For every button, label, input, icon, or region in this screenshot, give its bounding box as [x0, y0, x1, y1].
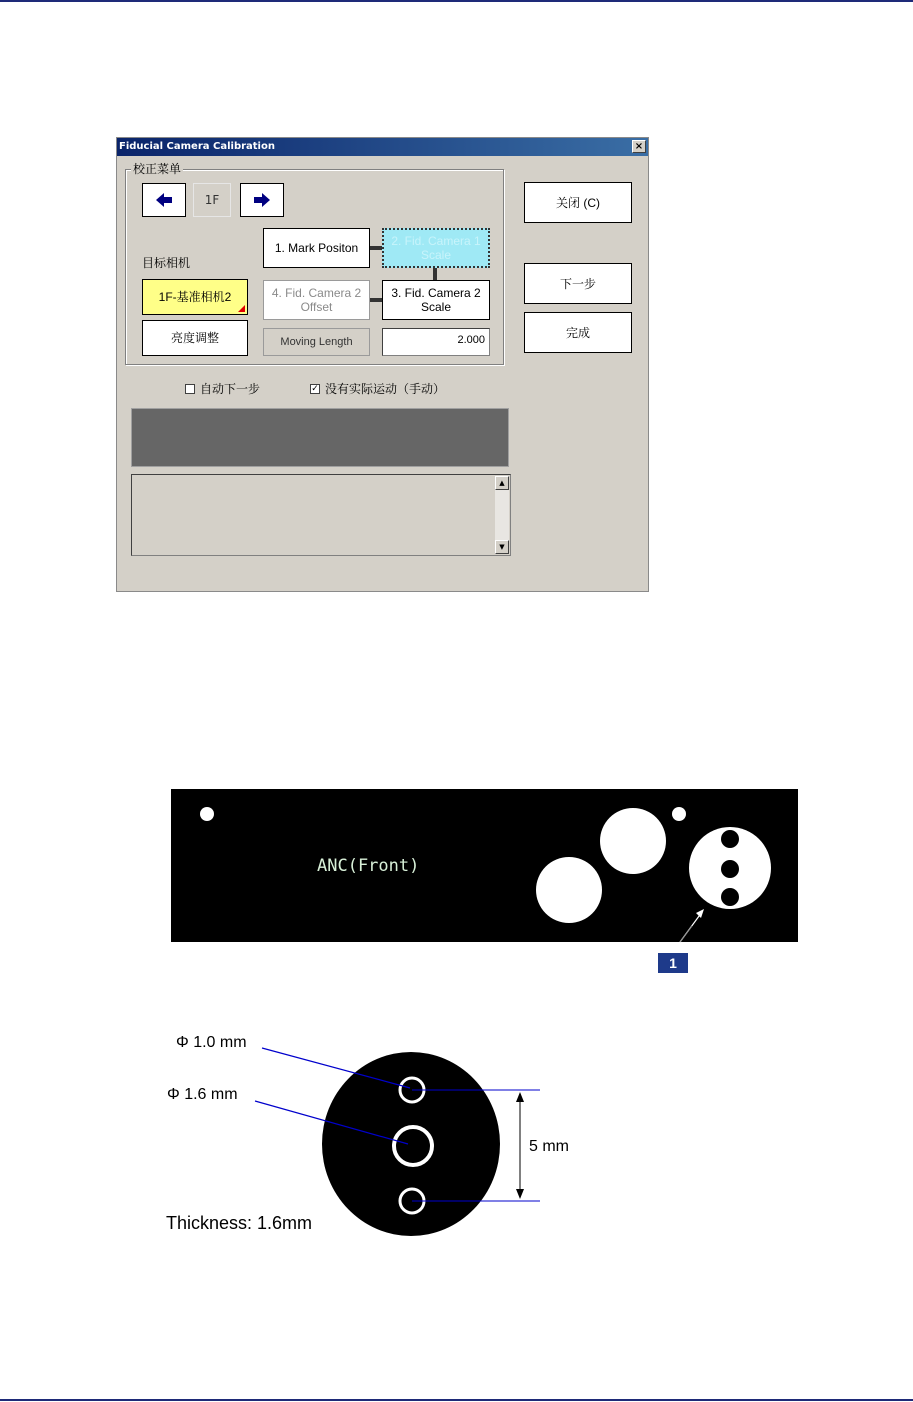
arrowhead	[516, 1189, 524, 1199]
step-2-label-2: Scale	[420, 248, 452, 262]
step-4-label-1: 4. Fid. Camera 2	[271, 286, 362, 300]
brightness-button-label: 亮度调整	[170, 331, 219, 345]
bottom-rule	[0, 1399, 913, 1401]
step-4-label-2: Offset	[300, 300, 333, 314]
target-camera-label: 目标相机	[142, 256, 191, 270]
close-button-label: 关闭 (C)	[556, 195, 600, 210]
dialog-title: Fiducial Camera Calibration	[119, 141, 275, 152]
step-2-label-1: 2. Fid. Camera 1	[391, 234, 481, 248]
scroll-down-icon[interactable]: ▼	[495, 540, 509, 554]
spacing-label: 5 mm	[529, 1138, 569, 1155]
no-motion-label: 没有实际运动（手动）	[325, 382, 446, 396]
board-label: ANC(Front)	[317, 856, 420, 876]
no-motion-checkbox[interactable]: ✓	[311, 384, 319, 394]
step-1-label: 1. Mark Positon	[274, 241, 359, 255]
group-label: 校正菜单	[133, 162, 182, 176]
auto-next-label: 自动下一步	[200, 382, 261, 396]
finish-label: 完成	[565, 325, 590, 340]
floor-label: 1F	[193, 183, 231, 217]
arrowhead	[516, 1092, 524, 1102]
step-3-label-2: Scale	[420, 300, 452, 314]
camera-select-label: 1F-基准相机2	[158, 290, 232, 304]
moving-length-input[interactable]: 2.000	[382, 328, 490, 356]
large-hole-label: Φ 1.6 mm	[167, 1086, 238, 1103]
target-disc	[322, 1052, 500, 1236]
next-step-label: 下一步	[559, 276, 596, 291]
scroll-up-icon[interactable]: ▲	[495, 476, 509, 490]
step-3-label-1: 3. Fid. Camera 2	[391, 286, 481, 300]
moving-length-label: Moving Length	[263, 328, 370, 356]
thickness-label: Thickness: 1.6mm	[166, 1213, 313, 1233]
callout-badge: 1	[658, 953, 688, 973]
close-icon[interactable]: ×	[632, 140, 646, 153]
small-hole-label: Φ 1.0 mm	[176, 1034, 247, 1051]
